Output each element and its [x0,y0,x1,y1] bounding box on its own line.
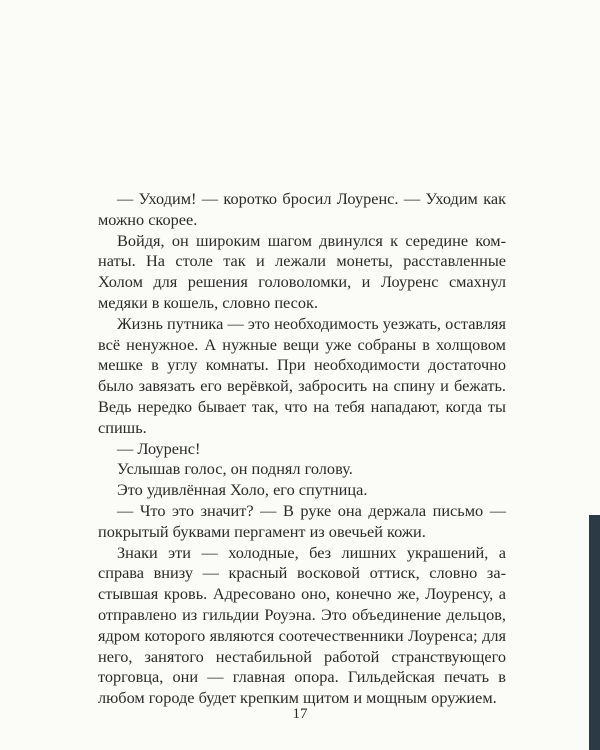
paragraph: Это удивлённая Холо, его спутница. [117,480,368,500]
paragraph: Жизнь путника — это необходимость уезжать, оставляя всё ненужное. А нужные вещи уже собраны в холщовом мешке в углу комнаты. При необходимости достаточно было завязать его верёвкой, забросить на спину и бежать. Ведь нередко бывает так, что на тебя нападают, когда ты спишь. [98,313,506,437]
paragraph: — Лоуренс! [117,438,201,458]
paragraph: — Уходим! — коротко бросил Лоуренс. — Уходим как можно скорее. [98,189,506,229]
paragraph: Войдя, он широким шагом двинулся к середине комнаты. На столе так и лежали монеты, расставленные Холом для решения головоломки, и Лоуренс смахнул медяки в кошель, словно песок. [98,230,506,312]
paragraph: Знаки эти — холодные, без лишних украшений, а справа внизу — красный восковой оттиск, словно застывшая кровь. Адресовано оно, конечно же, Лоуренсу, а отправлено из гильдии Роуэна. Это объединение дельцов, ядром которого являются соотечественники Лоуренса; для него, занятого нестабильной работой странствующего торговца, они — главная опора. Гильдейская печать в любом городе будет крепким щитом и мощным оружием. [98,542,506,708]
page-number: 17 [292,706,308,722]
paragraph: — Что это значит? — В руке она держала письмо — покрытый буквами пергамент из овечьей кожи. [98,500,506,541]
body-text [98,189,506,709]
paragraph: Услышав голос, он поднял голову. [117,459,353,479]
page-edge-shadow [589,515,600,750]
